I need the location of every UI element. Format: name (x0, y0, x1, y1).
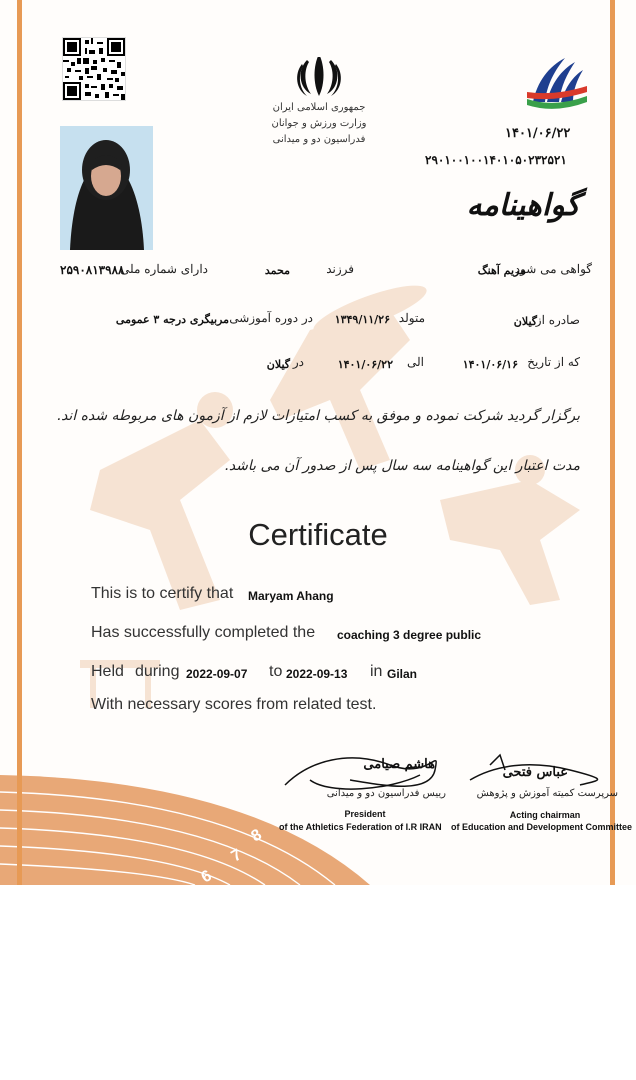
certify-label: گواهی می شود (514, 262, 592, 276)
person-photo (60, 126, 153, 250)
to-label: الی (407, 355, 424, 369)
lane-number: 6 (198, 867, 215, 887)
during-text: during (135, 663, 180, 680)
header-ministry: وزارت ورزش و جوانان (271, 118, 367, 129)
english-name: Maryam Ahang (248, 589, 334, 603)
chairman-org: of Education and Development Committee (451, 822, 633, 832)
born-label: متولد (398, 311, 425, 325)
completed-text: Has successfully completed the (91, 624, 316, 641)
to-text: to (269, 663, 283, 680)
president-name: هاشم صیامی (363, 757, 435, 772)
serial-number: ۲۹۰۱۰۰۱۰۰۱۴۰۱۰۵۰۲۳۲۵۲۱ (425, 153, 567, 167)
signature-scribbles (270, 740, 630, 810)
iran-emblem-icon (293, 50, 345, 100)
persian-title: گواهینامه (466, 188, 580, 223)
in-label: در (292, 355, 304, 369)
certify-text: This is to certify that (91, 585, 234, 602)
from-date: ۱۴۰۱/۰۶/۱۶ (462, 358, 518, 371)
federation-logo-icon (525, 52, 589, 112)
issued-label: صادره از (535, 313, 580, 327)
to-date: ۱۴۰۱/۰۶/۲۲ (337, 358, 393, 371)
header-country: جمهوری اسلامی ایران (272, 102, 366, 113)
certificate-title: Certificate (248, 517, 388, 552)
chairman-name: عباس فتحی (502, 765, 568, 780)
in-place: گیلان (266, 358, 290, 371)
from-label: که از تاریخ (527, 355, 580, 369)
english-place: Gilan (387, 667, 418, 681)
start-date: 2022-09-07 (186, 667, 248, 681)
persian-paragraph-2: مدت اعتبار این گواهینامه سه سال پس از صدور آن می باشد. (224, 458, 580, 474)
president-title-fa: رییس فدراسیون دو و میدانی (326, 788, 446, 799)
persian-paragraph-1: برگزار گردید شرکت نموده و موفق به کسب امتیازات لازم از آزمون های مربوطه شده اند. (56, 408, 580, 424)
persian-name: مریم آهنگ (477, 264, 526, 277)
national-id-label: دارای شماره ملی (120, 262, 208, 276)
left-border-stripe (17, 0, 22, 885)
lane-number: 8 (248, 826, 265, 846)
national-id: ۲۵۹۰۸۱۳۹۸۸ (60, 263, 125, 277)
in-text: in (370, 663, 383, 680)
birth-date: ۱۳۴۹/۱۱/۲۶ (334, 313, 390, 326)
end-date: 2022-09-13 (286, 667, 348, 681)
issued-place: گیلان (513, 315, 537, 328)
child-of-label: فرزند (326, 262, 354, 276)
scores-text: With necessary scores from related test. (91, 696, 377, 713)
father-name: محمد (264, 264, 290, 277)
english-course: coaching 3 degree public (337, 628, 482, 642)
president-label: President (344, 809, 386, 819)
held-text: Held (91, 663, 124, 680)
qr-code-icon (62, 37, 126, 101)
chairman-label: Acting chairman (509, 810, 581, 820)
persian-course: مربیگری درجه ۳ عمومی (115, 313, 229, 326)
header-federation: فدراسیون دو و میدانی (272, 134, 366, 145)
chairman-title-fa: سرپرست کمیته آموزش و پژوهش (476, 788, 618, 799)
president-org: of the Athletics Federation of I.R IRAN (279, 822, 442, 832)
athlete-watermark (56, 270, 620, 730)
course-label: در دوره آموزشی (229, 311, 313, 325)
lane-number: 7 (228, 846, 245, 866)
issue-date: ۱۴۰۱/۰۶/۲۲ (505, 126, 571, 141)
